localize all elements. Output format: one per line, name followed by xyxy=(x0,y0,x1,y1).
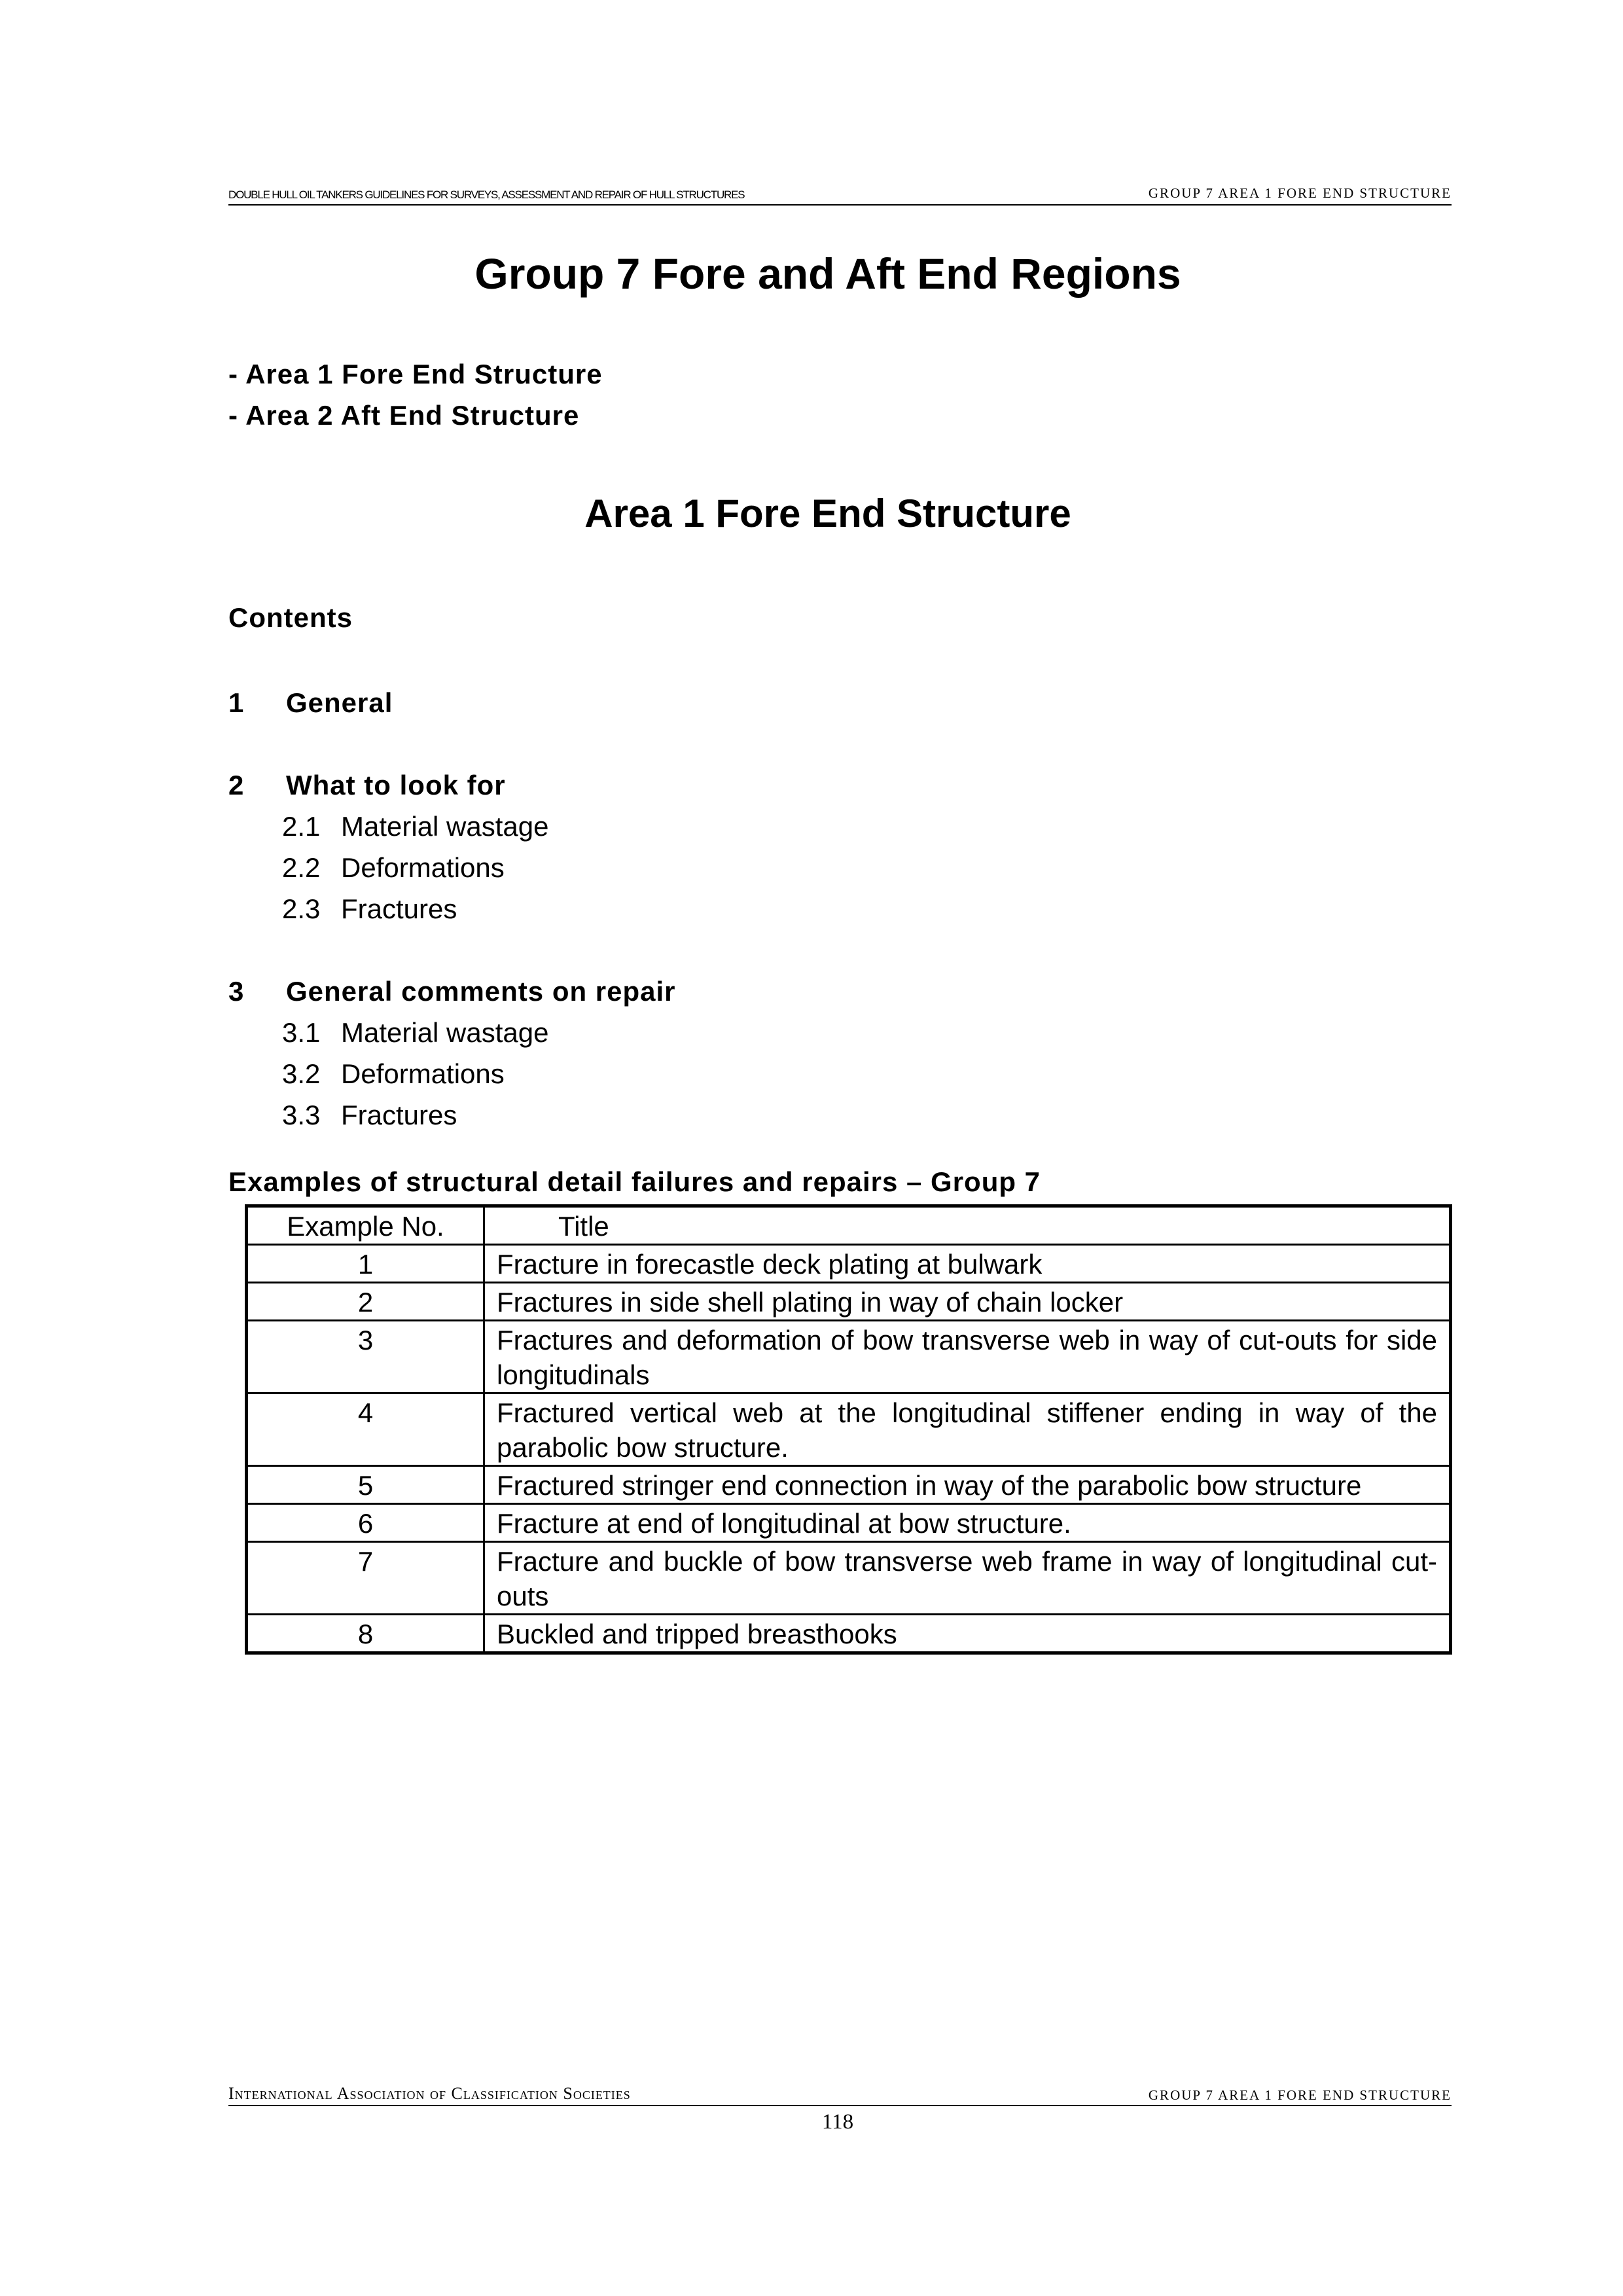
toc-section xyxy=(228,971,676,1012)
area-list-item: - Area 2 Aft End Structure xyxy=(228,400,580,431)
toc-subsection xyxy=(228,847,676,888)
example-title-cell: Fractures and deformation of bow transverse web in way of cut-outs for side longitudinals xyxy=(484,1321,1451,1393)
table-row xyxy=(247,1504,1451,1542)
toc-subsection-number: 2.1 xyxy=(282,811,321,842)
area-list xyxy=(228,353,603,436)
footer-section-title: GROUP 7 AREA 1 FORE END STRUCTURE xyxy=(1148,2087,1452,2103)
area-title: Area 1 Fore End Structure xyxy=(584,492,1071,535)
table-header-row xyxy=(247,1206,1451,1245)
table-of-contents xyxy=(228,682,676,1136)
examples-table xyxy=(245,1204,1452,1655)
toc-section-number: 2 xyxy=(228,770,245,800)
example-title-cell: Fractures in side shell plating in way of chain locker xyxy=(484,1283,1451,1321)
running-footer xyxy=(228,2084,1452,2106)
column-header-example-no: Example No. xyxy=(247,1206,484,1245)
example-title-cell: Fractured stringer end connection in way of the parabolic bow structure xyxy=(484,1466,1451,1504)
example-number-cell: 6 xyxy=(247,1504,484,1542)
table-row xyxy=(247,1283,1451,1321)
example-title-cell: Fractured vertical web at the longitudinal stiffener ending in way of the parabolic bow structure. xyxy=(484,1393,1451,1466)
toc-section xyxy=(228,682,676,723)
contents-label: Contents xyxy=(228,602,353,633)
toc-section-label: What to look for xyxy=(286,770,506,800)
toc-section-number: 3 xyxy=(228,976,245,1007)
toc-subsection-label: Fractures xyxy=(341,893,457,924)
example-number-cell: 2 xyxy=(247,1283,484,1321)
example-title-cell: Buckled and tripped breasthooks xyxy=(484,1615,1451,1653)
toc-section-number: 1 xyxy=(228,687,245,718)
toc-subsection-label: Material wastage xyxy=(341,1017,549,1048)
table-row xyxy=(247,1542,1451,1615)
table-row xyxy=(247,1321,1451,1393)
toc-subsection xyxy=(228,1012,676,1053)
table-row xyxy=(247,1393,1451,1466)
footer-organization: International Association of Classification Societies xyxy=(228,2084,631,2103)
table-row xyxy=(247,1615,1451,1653)
toc-subsection-label: Fractures xyxy=(341,1100,457,1130)
table-row xyxy=(247,1466,1451,1504)
example-number-cell: 4 xyxy=(247,1393,484,1466)
running-header xyxy=(228,186,1452,206)
example-title-cell: Fracture at end of longitudinal at bow structure. xyxy=(484,1504,1451,1542)
toc-section xyxy=(228,764,676,806)
table-row xyxy=(247,1245,1451,1283)
group-title: Group 7 Fore and Aft End Regions xyxy=(474,249,1181,298)
toc-subsection xyxy=(228,888,676,929)
examples-heading: Examples of structural detail failures and repairs – Group 7 xyxy=(228,1166,1041,1197)
example-number-cell: 1 xyxy=(247,1245,484,1283)
example-number-cell: 5 xyxy=(247,1466,484,1504)
example-number-cell: 3 xyxy=(247,1321,484,1393)
toc-subsection-number: 2.2 xyxy=(282,852,321,883)
toc-subsection-number: 3.1 xyxy=(282,1017,321,1048)
toc-subsection-number: 3.3 xyxy=(282,1100,321,1130)
toc-subsection xyxy=(228,1094,676,1136)
toc-subsection xyxy=(228,806,676,847)
toc-section-label: General xyxy=(286,687,393,718)
toc-subsection xyxy=(228,1053,676,1094)
header-section-title: GROUP 7 AREA 1 FORE END STRUCTURE xyxy=(1148,185,1452,201)
example-title-cell: Fracture and buckle of bow transverse web frame in way of longitudinal cut-outs xyxy=(484,1542,1451,1615)
toc-subsection-label: Material wastage xyxy=(341,811,549,842)
toc-subsection-label: Deformations xyxy=(341,1058,505,1089)
page-number: 118 xyxy=(821,2110,854,2134)
example-number-cell: 8 xyxy=(247,1615,484,1653)
example-title-cell: Fracture in forecastle deck plating at bulwark xyxy=(484,1245,1451,1283)
toc-subsection-number: 3.2 xyxy=(282,1058,321,1089)
toc-subsection-number: 2.3 xyxy=(282,893,321,924)
header-document-title: DOUBLE HULL OIL TANKERS GUIDELINES FOR SURVEYS, ASSESSMENT AND REPAIR OF HULL STRUCTURES xyxy=(228,188,745,201)
area-list-item: - Area 1 Fore End Structure xyxy=(228,359,603,389)
example-number-cell: 7 xyxy=(247,1542,484,1615)
toc-section-label: General comments on repair xyxy=(286,976,676,1007)
toc-subsection-label: Deformations xyxy=(341,852,505,883)
column-header-title: Title xyxy=(484,1206,1451,1245)
